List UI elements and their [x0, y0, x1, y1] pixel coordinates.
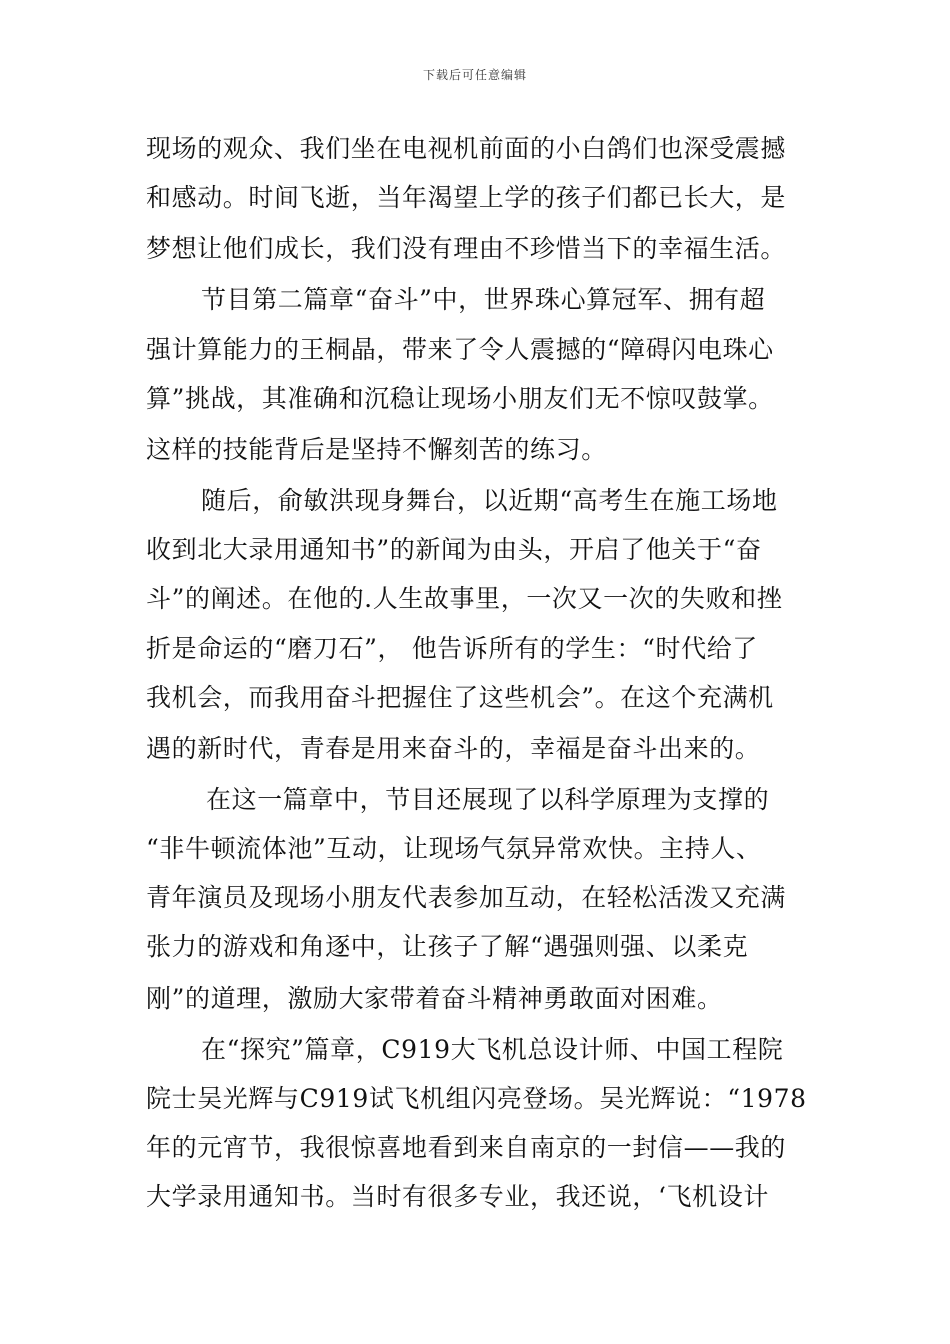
text-line: 这样的技能背后是坚持不懈刻苦的练习。 — [146, 434, 607, 464]
text-line: 在“探究”篇章，C919大飞机总设计师、中国工程院 — [201, 1034, 784, 1064]
text-line: 现场的观众、我们坐在电视机前面的小白鸽们也深受震撼 — [146, 134, 787, 163]
text-line: 和感动。时间飞逝，当年渴望上学的孩子们都已长大，是 — [146, 183, 787, 213]
text-line: 张力的游戏和角逐中，让孩子了解“遇强则强、以柔克 — [146, 932, 749, 962]
text-line: 大学录用通知书。当时有很多专业，我还说，‘飞机设计 — [146, 1182, 769, 1212]
text-line: 在这一篇章中，节目还展现了以科学原理为支撑的 — [206, 784, 770, 814]
header-note: 下载后可任意编辑 — [422, 68, 527, 82]
text-line: 折是命运的“磨刀石”， 他告诉所有的学生：“时代给了 — [146, 633, 758, 663]
paragraph — [146, 476, 808, 775]
text-line: “非牛顿流体池”互动，让现场气氛异常欢快。主持人、 — [146, 834, 762, 864]
paragraph — [146, 1025, 808, 1222]
text-line: 院士吴光辉与C919试飞机组闪亮登场。吴光辉说：“1978 — [146, 1083, 807, 1113]
text-line: 梦想让他们成长，我们没有理由不珍惜当下的幸福生活。 — [146, 234, 787, 264]
paragraph — [146, 124, 808, 275]
paragraph — [146, 275, 808, 476]
text-line: 我机会，而我用奋斗把握住了这些机会”。在这个充满机 — [146, 682, 774, 712]
text-line: 斗”的阐述。在他的.人生故事里，一次又一次的失败和挫 — [146, 584, 783, 614]
text-line: 算”挑战，其准确和沉稳让现场小朋友们无不惊叹鼓掌。 — [146, 383, 774, 413]
text-line: 青年演员及现场小朋友代表参加互动，在轻松活泼又充满 — [146, 883, 787, 913]
text-line: 年的元宵节，我很惊喜地看到来自南京的一封信——我的 — [146, 1133, 787, 1162]
text-line: 收到北大录用通知书”的新闻为由头，开启了他关于“奋 — [146, 535, 762, 565]
body-text — [146, 124, 808, 1221]
paragraph — [146, 775, 808, 1025]
text-line: 随后，俞敏洪现身舞台，以近期“高考生在施工场地 — [201, 485, 778, 515]
text-line: 刚”的道理，激励大家带着奋斗精神勇敢面对困难。 — [146, 983, 723, 1013]
text-line: 节目第二篇章“奋斗”中，世界珠心算冠军、拥有超 — [201, 285, 766, 315]
text-line: 遇的新时代，青春是用来奋斗的，幸福是奋斗出来的。 — [146, 733, 761, 763]
text-line: 强计算能力的王桐晶，带来了令人震撼的“障碍闪电珠心 — [146, 334, 774, 364]
